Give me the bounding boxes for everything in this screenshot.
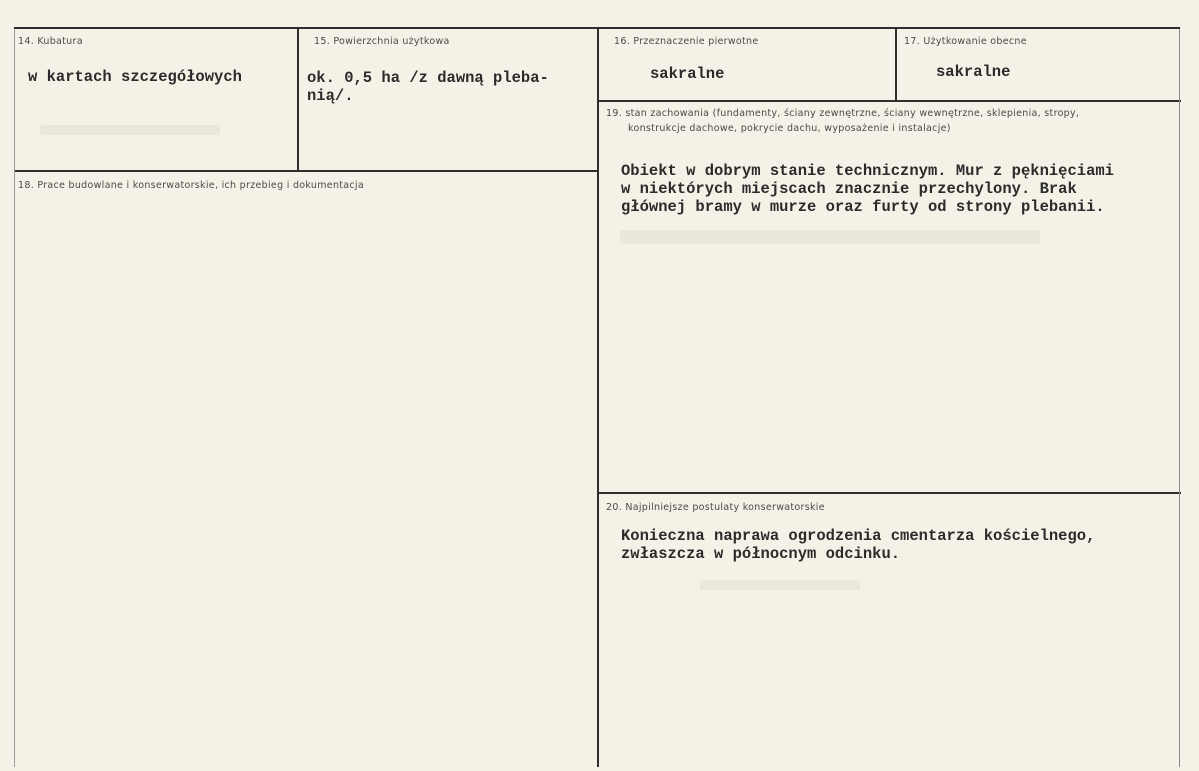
field-17-label: 17. Użytkowanie obecne [904, 36, 1027, 47]
bottom-rule-14-15 [14, 170, 598, 172]
field-14-label: 14. Kubatura [18, 36, 83, 47]
field-20-value-line-1: Konieczna naprawa ogrodzenia cmentarza kościelnego, [621, 527, 1096, 545]
field-20-label: 20. Najpilniejsze postulaty konserwatorskie [606, 502, 825, 513]
bottom-rule-16-17 [599, 100, 1181, 102]
field-19-label-line-2: konstrukcje dachowe, pokrycie dachu, wyposażenie i instalacje) [628, 123, 951, 134]
divider-14-15 [297, 29, 299, 171]
field-19-value-line-2: w niektórych miejscach znacznie przechylony. Brak [621, 180, 1077, 198]
divider-16-17 [895, 29, 897, 101]
field-19-label-line-1: 19. stan zachowania (fundamenty, ściany zewnętrzne, ściany wewnętrzne, sklepienia, stropy, [606, 108, 1080, 119]
show-through-mark [40, 125, 220, 135]
field-15-value-line-2: nią/. [307, 87, 354, 105]
field-16-value: sakralne [650, 65, 725, 83]
right-border [1179, 29, 1180, 767]
left-border [14, 29, 15, 767]
field-17-value: sakralne [936, 63, 1011, 81]
field-16-label: 16. Przeznaczenie pierwotne [614, 36, 759, 47]
show-through-mark [620, 230, 1040, 244]
show-through-mark [700, 580, 860, 590]
field-15-value-line-1: ok. 0,5 ha /z dawną pleba- [307, 69, 549, 87]
main-vertical-divider [597, 29, 599, 767]
field-18-label: 18. Prace budowlane i konserwatorskie, ich przebieg i dokumentacja [18, 180, 364, 191]
field-15-label: 15. Powierzchnia użytkowa [314, 36, 450, 47]
field-19-value-line-3: głównej bramy w murze oraz furty od strony plebanii. [621, 198, 1105, 216]
field-20-value-line-2: zwłaszcza w północnym odcinku. [621, 545, 901, 563]
field-19-value-line-1: Obiekt w dobrym stanie technicznym. Mur z pęknięciami [621, 162, 1114, 180]
bottom-rule-19 [599, 492, 1181, 494]
field-14-value: w kartach szczegółowych [28, 68, 242, 86]
